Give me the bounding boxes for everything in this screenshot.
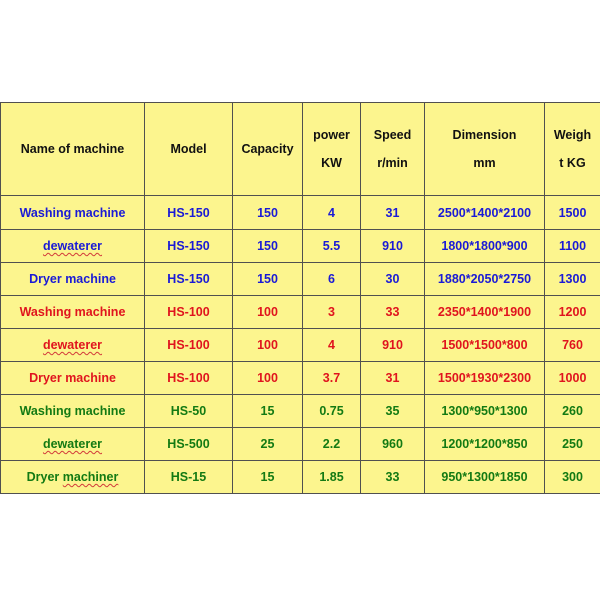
cell-speed: 910 (361, 230, 425, 263)
table-row (1, 329, 600, 362)
cell-name-text (27, 470, 119, 484)
cell-dimension: 1800*1800*900 (425, 230, 545, 263)
table-row (1, 230, 600, 263)
table-row (1, 395, 600, 428)
cell-dimension: 2350*1400*1900 (425, 296, 545, 329)
cell-capacity: 150 (233, 230, 303, 263)
cell-model: HS-150 (145, 196, 233, 230)
cell-dimension: 1200*1200*850 (425, 428, 545, 461)
cell-speed: 30 (361, 263, 425, 296)
cell-weight: 1500 (545, 196, 600, 230)
table-row (1, 263, 600, 296)
cell-dimension: 2500*1400*2100 (425, 196, 545, 230)
cell-weight: 760 (545, 329, 600, 362)
header-name-of-machine: Name of machine (1, 103, 145, 196)
header-capacity: Capacity (233, 103, 303, 196)
cell-speed: 35 (361, 395, 425, 428)
cell-model: HS-500 (145, 428, 233, 461)
header-model: Model (145, 103, 233, 196)
cell-power: 1.85 (303, 461, 361, 494)
cell-weight: 1200 (545, 296, 600, 329)
header-power: power KW (303, 103, 361, 196)
cell-name: Dryer machine (1, 362, 145, 395)
cell-capacity: 100 (233, 296, 303, 329)
cell-power: 4 (303, 329, 361, 362)
cell-dimension: 1500*1930*2300 (425, 362, 545, 395)
cell-capacity: 150 (233, 263, 303, 296)
header-weight: Weigh t KG (545, 103, 600, 196)
name-word-machiner: machiner (62, 470, 119, 484)
cell-power: 6 (303, 263, 361, 296)
cell-capacity: 15 (233, 461, 303, 494)
cell-speed: 910 (361, 329, 425, 362)
cell-speed: 31 (361, 362, 425, 395)
cell-model: HS-150 (145, 230, 233, 263)
cell-capacity: 150 (233, 196, 303, 230)
cell-model: HS-100 (145, 329, 233, 362)
cell-speed: 33 (361, 296, 425, 329)
table-row (1, 428, 600, 461)
cell-capacity: 100 (233, 362, 303, 395)
table-row (1, 461, 600, 494)
cell-name: Washing machine (1, 196, 145, 230)
cell-power: 0.75 (303, 395, 361, 428)
cell-capacity: 15 (233, 395, 303, 428)
header-speed: Speed r/min (361, 103, 425, 196)
spec-table-container (0, 102, 600, 494)
table-row (1, 362, 600, 395)
cell-weight: 1100 (545, 230, 600, 263)
cell-power: 5.5 (303, 230, 361, 263)
cell-weight: 1300 (545, 263, 600, 296)
cell-weight: 1000 (545, 362, 600, 395)
cell-model: HS-15 (145, 461, 233, 494)
cell-dimension: 1880*2050*2750 (425, 263, 545, 296)
cell-name: Washing machine (1, 395, 145, 428)
machine-spec-table (0, 102, 600, 494)
cell-name: dewaterer (1, 428, 145, 461)
cell-name: dewaterer (1, 230, 145, 263)
cell-name (1, 461, 145, 494)
cell-speed: 960 (361, 428, 425, 461)
header-dimension: Dimension mm (425, 103, 545, 196)
cell-model: HS-100 (145, 296, 233, 329)
name-word-dryer: Dryer (26, 470, 63, 484)
table-row (1, 296, 600, 329)
cell-speed: 33 (361, 461, 425, 494)
cell-capacity: 25 (233, 428, 303, 461)
cell-name: Dryer machine (1, 263, 145, 296)
cell-model: HS-50 (145, 395, 233, 428)
cell-dimension: 1300*950*1300 (425, 395, 545, 428)
cell-capacity: 100 (233, 329, 303, 362)
table-row (1, 196, 600, 230)
cell-dimension: 950*1300*1850 (425, 461, 545, 494)
cell-weight: 260 (545, 395, 600, 428)
cell-power: 2.2 (303, 428, 361, 461)
cell-dimension: 1500*1500*800 (425, 329, 545, 362)
cell-power: 3 (303, 296, 361, 329)
cell-weight: 250 (545, 428, 600, 461)
cell-name: Washing machine (1, 296, 145, 329)
cell-model: HS-150 (145, 263, 233, 296)
cell-name: dewaterer (1, 329, 145, 362)
cell-power: 3.7 (303, 362, 361, 395)
cell-power: 4 (303, 196, 361, 230)
cell-model: HS-100 (145, 362, 233, 395)
cell-speed: 31 (361, 196, 425, 230)
cell-weight: 300 (545, 461, 600, 494)
header-row (1, 103, 600, 196)
